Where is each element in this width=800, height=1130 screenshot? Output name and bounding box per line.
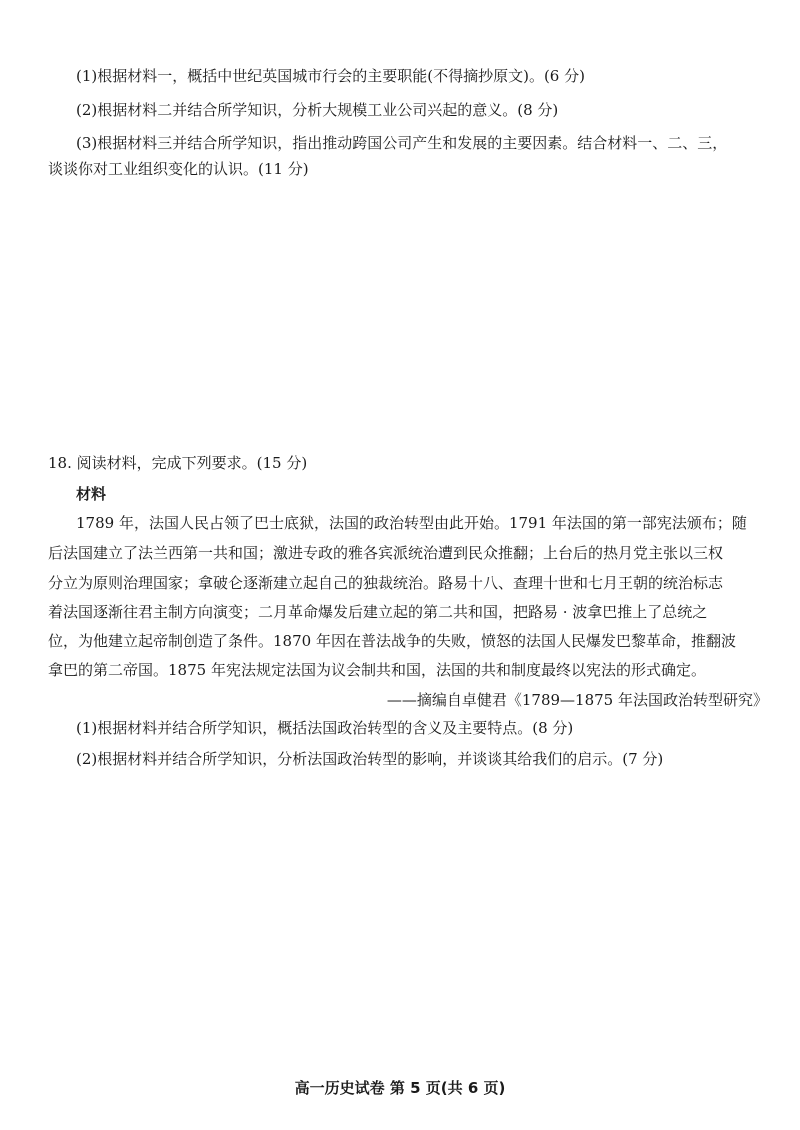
- q18-material-line-2: 后法国建立了法兰西第一共和国；激进专政的雅各宾派统治遭到民众推翻；上台后的热月党主张以三权: [48, 544, 724, 562]
- page-footer: 高一历史试卷 第 5 页(共 6 页): [294, 1079, 506, 1097]
- q18-material-line-5: 位，为他建立起帝制创造了条件。1870 年因在普法战争的失败，愤怒的法国人民爆发巴黎革命，推翻波: [48, 632, 736, 650]
- q18-sub2: (2)根据材料并结合所学知识，分析法国政治转型的影响，并谈谈其给我们的启示。(7 分): [76, 750, 664, 768]
- q17-sub1: (1)根据材料一，概括中世纪英国城市行会的主要职能(不得摘抄原文)。(6 分): [76, 67, 585, 85]
- q18-material-line-6: 拿巴的第二帝国。1875 年宪法规定法国为议会制共和国，法国的共和制度最终以宪法的形式确定。: [48, 661, 706, 679]
- q18-source-citation: ——摘编自卓健君《1789—1875 年法国政治转型研究》: [386, 691, 768, 709]
- q18-material-label: 材料: [76, 485, 107, 503]
- q18-sub1: (1)根据材料并结合所学知识，概括法国政治转型的含义及主要特点。(8 分): [76, 719, 574, 737]
- q17-sub2: (2)根据材料二并结合所学知识，分析大规模工业公司兴起的意义。(8 分): [76, 101, 559, 119]
- q17-sub3-line2: 谈谈你对工业组织变化的认识。(11 分): [48, 160, 309, 178]
- q18-material-line-3: 分立为原则治理国家；拿破仑逐渐建立起自己的独裁统治。路易十八、查理十世和七月王朝的统治标志: [48, 574, 724, 592]
- q18-heading: 18. 阅读材料，完成下列要求。(15 分): [48, 454, 308, 472]
- q18-material-line-4: 着法国逐渐往君主制方向演变；二月革命爆发后建立起的第二共和国，把路易 · 波拿巴推上了总统之: [48, 603, 708, 621]
- q18-material-line-1: 1789 年，法国人民占领了巴士底狱，法国的政治转型由此开始。1791 年法国的第一部宪法颁布；随: [76, 514, 747, 532]
- q17-sub3-line1: (3)根据材料三并结合所学知识，指出推动跨国公司产生和发展的主要因素。结合材料一、二、三，: [76, 134, 728, 152]
